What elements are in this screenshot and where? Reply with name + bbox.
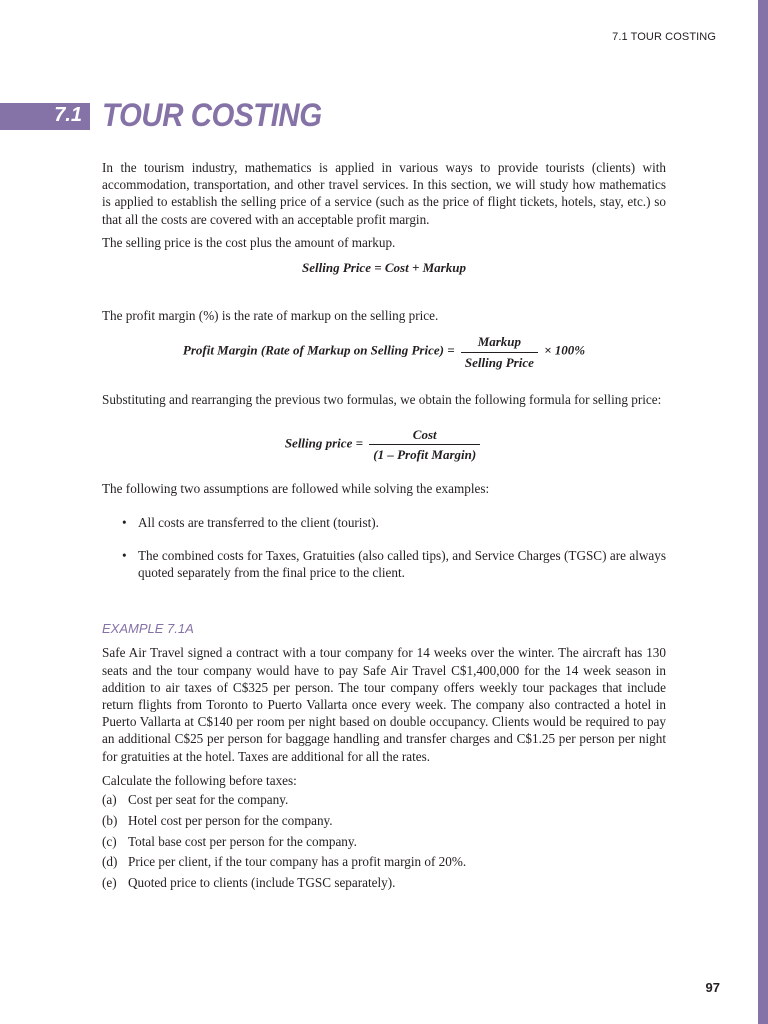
- page-edge-bar: [758, 0, 768, 1024]
- selling-price-sentence: The selling price is the cost plus the amount of markup.: [102, 234, 396, 250]
- section-number: 7.1: [54, 104, 82, 126]
- formula-selling-price: Selling Price = Cost + Markup: [302, 260, 466, 276]
- item-marker: (c): [102, 833, 117, 849]
- example-question-list: [102, 790, 666, 894]
- intro-paragraph: In the tourism industry, mathematics is applied in various ways to provide tourists (clients) with accommodation, transportation, and other travel services. In this section, we will study how mathematics is applied to establish the selling price of a service (such as the price of flight tickets, hotels, stay, etc.) so that all the costs are covered with an acceptable profit margin.: [102, 160, 666, 227]
- formula-profit-margin-lhs: Profit Margin (Rate of Markup on Selling Price) =: [182, 343, 455, 359]
- list-item: • The combined costs for Taxes, Gratuities (also called tips), and Service Charges (TGSC) are always quoted separately from the final price to the client.: [102, 547, 666, 581]
- list-item: • All costs are transferred to the client (tourist).: [102, 514, 666, 531]
- item-marker: (e): [102, 875, 117, 891]
- assumptions-sentence: The following two assumptions are followed while solving the examples:: [102, 481, 490, 497]
- formula-selling-price-2-fraction: [369, 426, 480, 463]
- fraction-numerator: Cost: [369, 426, 480, 445]
- fraction-denominator: Selling Price: [464, 354, 534, 370]
- formula-profit-margin-fraction: [461, 333, 538, 370]
- example-heading: EXAMPLE 7.1A: [102, 621, 194, 637]
- list-item: [102, 852, 666, 873]
- item-text: Hotel cost per person for the company.: [128, 812, 333, 828]
- list-item: [102, 832, 666, 853]
- formula-selling-price-2-lhs: Selling price =: [284, 435, 363, 451]
- substituting-sentence: Substituting and rearranging the previous two formulas, we obtain the following formula for selling price:: [102, 391, 662, 407]
- running-header: 7.1 TOUR COSTING: [612, 31, 716, 43]
- item-marker: (a): [102, 792, 117, 808]
- item-text: Total base cost per person for the company.: [128, 833, 357, 849]
- example-paragraph: Safe Air Travel signed a contract with a tour company for 14 weeks over the winter. The aircraft has 130 seats and the tour company would have to pay Safe Air Travel C$1,400,000 for the 14 week season in addition to air taxes of C$325 per person. The tour company offers weekly tour packages that include return flights from Toronto to Puerto Vallarta once every week. The company also contracted a hotel in Puerto Vallarta at C$140 per room per night based on double occupancy. Clients would be required to pay an additional C$25 per person for baggage handling and transfer charges and C$1.25 per person per night for gratuities at the hotel. Taxes are additional for all the rates.: [102, 645, 666, 764]
- item-text: Cost per seat for the company.: [128, 792, 289, 808]
- item-text: Quoted price to clients (include TGSC separately).: [128, 875, 396, 891]
- item-text: Price per client, if the tour company has a profit margin of 20%.: [128, 854, 467, 870]
- fraction-denominator: (1 – Profit Margin): [373, 447, 477, 463]
- page-content: [102, 159, 666, 894]
- assumptions-list: [102, 514, 666, 582]
- section-number-tab: [0, 103, 90, 130]
- profit-margin-sentence: The profit margin (%) is the rate of markup on the selling price.: [102, 308, 439, 324]
- page-number: 97: [705, 980, 720, 995]
- item-marker: (d): [102, 854, 118, 870]
- item-marker: (b): [102, 812, 118, 828]
- list-item: [102, 811, 666, 832]
- list-item: [102, 790, 666, 811]
- calculate-intro: Calculate the following before taxes:: [102, 772, 297, 788]
- fraction-numerator: Markup: [461, 333, 538, 352]
- section-title: TOUR COSTING: [102, 97, 322, 133]
- formula-profit-margin: [102, 333, 666, 370]
- formula-selling-price-2: [102, 426, 666, 463]
- formula-profit-margin-suffix: × 100%: [544, 343, 586, 359]
- list-item: [102, 873, 666, 894]
